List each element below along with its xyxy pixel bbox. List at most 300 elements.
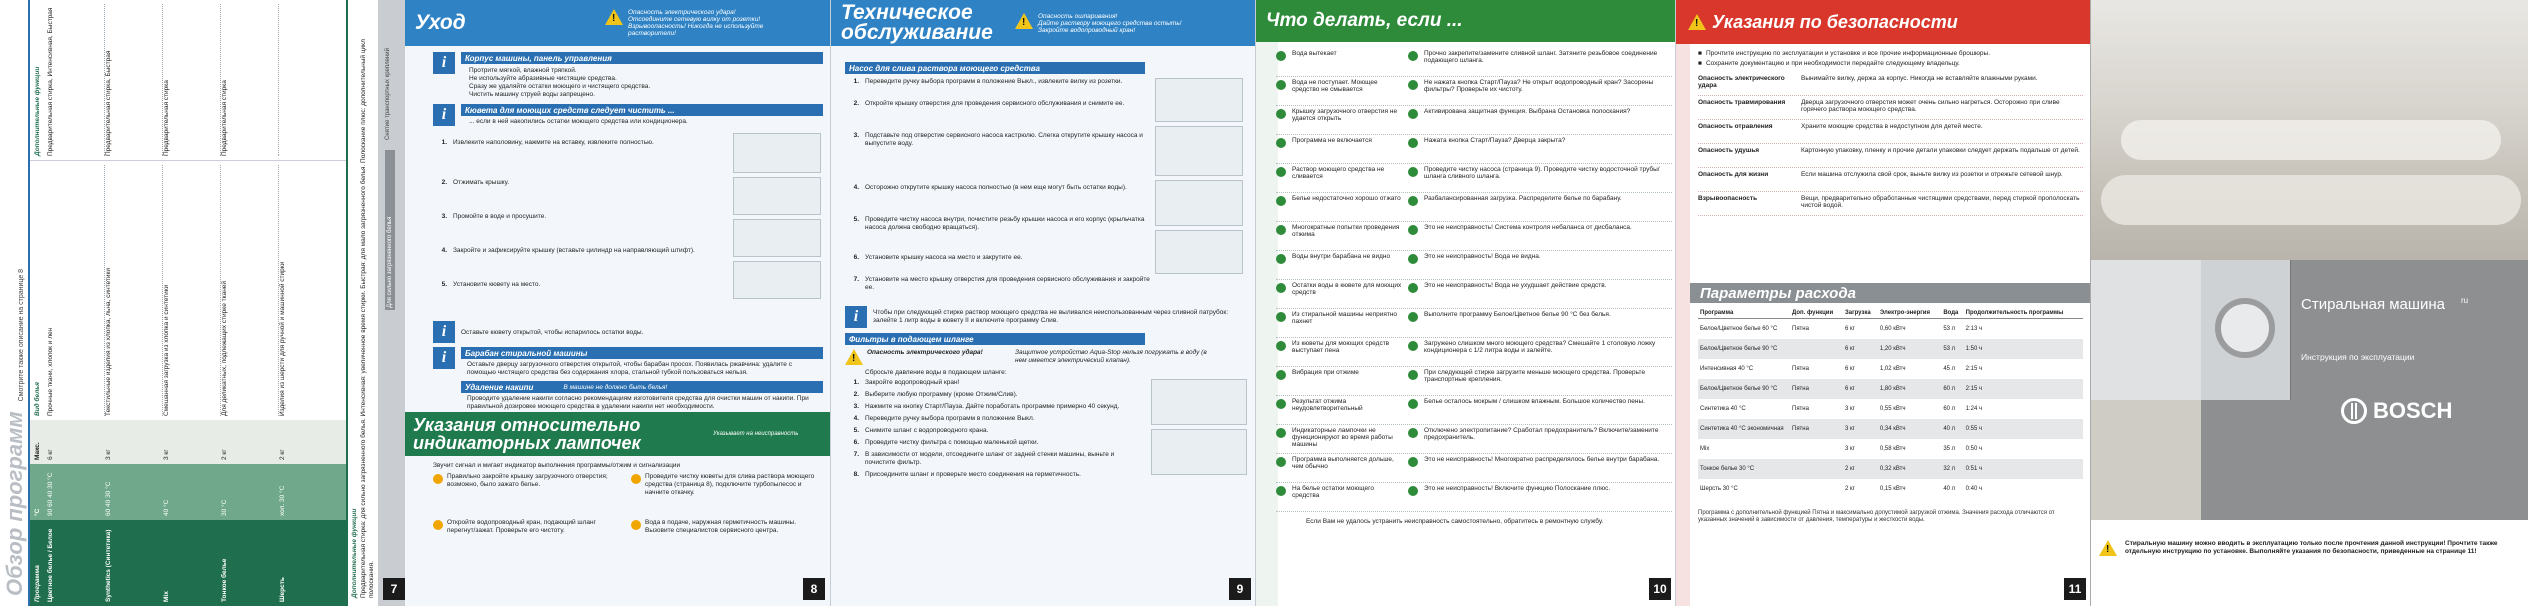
intro-text: Сохраните документацию и при необходимости передайте следующему владельцу. [1705, 60, 1960, 67]
list-item [1698, 144, 2083, 168]
bullet-icon [1276, 80, 1286, 90]
page-10 [1255, 0, 1675, 606]
program-temp: 60 40 30 °C [105, 481, 112, 516]
bullet-icon [1408, 283, 1418, 293]
bullet-icon [1408, 167, 1418, 177]
list-item: 5. Проведите чистку насоса внутри, почистите резьбу крышки насоса и его корпус (крыльчатка насоса должна свободно вращаться). [845, 216, 1155, 250]
table-row [1276, 106, 1672, 135]
list-item: 4. Переведите ручку выбора программ в положение Выкл. [853, 415, 1035, 422]
problem-text: Остатки воды в кювете для моющих средств [1292, 282, 1402, 296]
risk-text: Вынимайте вилку, держа за корпус. Никогда не вставляйте влажными руками. [1801, 75, 2038, 82]
table-cell: 0:40 ч [1965, 485, 1983, 492]
problem-text: Воды внутри барабана не видно [1292, 253, 1391, 260]
page-title: Уход [415, 11, 466, 34]
table-cell: 53 л [1943, 325, 1956, 332]
section-header: Насос для слива раствора моющего средства [845, 62, 1145, 74]
step-text: В зависимости от модели, отсоедините шланг от задней стенки машины, выньте и почистите фильтр. [865, 451, 1115, 466]
table-row [1276, 367, 1672, 396]
table-row [1698, 399, 2083, 419]
step-text: Проведите чистку насоса внутри, почистите резьбу крышки насоса и его корпус (крыльчатка насоса должна свободно вращаться). [865, 216, 1145, 231]
troubleshooting-table [1276, 48, 1672, 512]
solution-text: Это не неисправность! Вода не ухудшает действие средств. [1424, 282, 1607, 289]
warning-icon: ! [605, 9, 623, 25]
program-opts [279, 4, 337, 156]
bullet-icon: ■ [1698, 50, 1702, 57]
solution-text: Загружено слишком много моющего средства? Смешайте 1 столовую ложку кондиционера с 1/2 литра воды и залейте. [1424, 340, 1656, 354]
solution-text: Это не неисправность! Многократно распределялось белье внутри барабана. [1424, 456, 1660, 463]
risk-label: Опасность удушья [1698, 147, 1760, 154]
section-header: Удаление накипи [465, 382, 534, 392]
table-cell: Пятна [1792, 325, 1809, 332]
cover-page [2090, 0, 2528, 606]
column-header: Загрузка [1843, 308, 1878, 319]
list-item: 5. Снимите шланг с водопроводного крана. [853, 427, 989, 434]
maintenance-content [845, 62, 1250, 483]
table-cell: 2:15 ч [1965, 385, 1983, 392]
bullet-icon [1276, 283, 1286, 293]
page-7 [0, 0, 405, 606]
table-cell: 1,80 кВтч [1879, 385, 1906, 392]
table-cell: Белое/Цветное белье 60 °C [1700, 325, 1778, 332]
problem-text: Индикаторные лампочки не функционируют во время работы машины [1292, 427, 1393, 448]
page-number: 7 [383, 578, 405, 600]
product-subtitle: Инструкция по эксплуатации [2301, 352, 2415, 362]
column-header: Продолжительность программы [1964, 308, 2083, 319]
section-note: ... если в ней накопились остатки моющего средства или кондиционера. [469, 118, 688, 125]
cover-warning [2091, 520, 2528, 606]
lamp-icon [433, 520, 443, 530]
table-cell: 35 л [1943, 445, 1956, 452]
page-9 [830, 0, 1255, 606]
step-text: Выберите любую программу (кроме Отжим/Слив). [865, 391, 1018, 398]
section-title: Указания относительно индикаторных лампочек [413, 415, 641, 453]
drawer-illustration [733, 261, 821, 299]
step-text: Нажмите на кнопку Старт/Пауза. Дайте поработать программе примерно 40 секунд. [865, 403, 1120, 410]
column-header: Электро-энергия [1878, 308, 1941, 319]
towel-shape [2121, 120, 2501, 160]
section-subtitle: Указывает на неисправность [713, 431, 799, 437]
table-cell: 2:13 ч [1965, 325, 1983, 332]
problem-text: Вибрация при отжиме [1292, 369, 1359, 376]
bullet-icon [1408, 486, 1418, 496]
problem-text: Программа не включается [1292, 137, 1372, 144]
section-text: Оставьте дверцу загрузочного отверстия открытой, чтобы барабан просох. Появилась ржавчина: удалите с помощью чистящего средства без содержания хлора, стальной губкой пользоваться нельзя. [467, 361, 792, 376]
section-list [461, 64, 823, 102]
list-item [1698, 50, 2083, 58]
table-row [1276, 483, 1672, 512]
table-cell: 1:50 ч [1965, 345, 1983, 352]
list-item: 1. Переведите ручку выбора программ в положение Выкл., извлеките вилку из розетки. [853, 78, 1123, 85]
bullet-icon [1276, 312, 1286, 322]
col-header-desc: Вид белья [34, 382, 41, 416]
list-item [1698, 120, 2083, 144]
cover-warning-text: Стиральную машину можно вводить в эксплуатацию только после прочтения данной инструкции! Прочтите также отдельную инструкцию по установке. Выполняйте указания по безопасности, приведенные на странице 11! [2125, 540, 2498, 555]
table-row [1698, 359, 2083, 379]
solution-text: Нажата кнопка Старт/Пауза? Дверца закрыта? [1424, 137, 1566, 144]
machine-photo [2201, 260, 2291, 400]
load-column [30, 420, 346, 464]
step-text: Извлеките наполовину, нажмите на вставку, извлеките полностью. [453, 139, 654, 146]
page-title: Что делать, если ... [1266, 10, 1463, 31]
indicator-text: Вода в подаче, наружная герметичность машины. Вызовите специалистов сервисного центра. [645, 519, 797, 534]
overview-table [30, 0, 346, 606]
col-header-load: Макс. [34, 442, 41, 460]
bullet-icon [1408, 225, 1418, 235]
step-text: Установите на место крышку отверстия для проведения сервисного обслуживания и закройте ее. [865, 276, 1150, 291]
pump-illustration [1155, 180, 1243, 226]
info-icon: i [433, 321, 455, 343]
step-text: Переведите ручку выбора программ в положение Выкл., извлеките вилку из розетки. [865, 78, 1123, 85]
solution-text: Это не неисправность! Вода не видна. [1424, 253, 1541, 260]
table-header-row [1698, 308, 2083, 319]
cover-photo-bottom [2091, 400, 2201, 520]
step-text: Отжимать крышку. [453, 179, 510, 186]
solution-text: Не нажата кнопка Старт/Пауза? Не открыт водопроводный кран? Засорены фильтры? Проверьте их чистоту. [1424, 79, 1654, 93]
page-11 [1675, 0, 2090, 606]
program-load: 2 кг [279, 449, 286, 460]
hose-illustration [1151, 429, 1247, 475]
lamp-icon [433, 474, 443, 484]
bullet-icon [1276, 399, 1286, 409]
table-row [1276, 454, 1672, 483]
list-item: Сразу же удаляйте остатки моющего и чистящего средства. [469, 83, 651, 90]
table-cell: 3 кг [1844, 425, 1855, 432]
list-item: 2. Отжимать крышку. [441, 179, 510, 186]
lamp-icon [631, 520, 641, 530]
program-opts: Предварительная стирка [163, 4, 221, 156]
title-band [1256, 0, 1675, 42]
table-cell: Интенсивная 40 °C [1700, 365, 1754, 372]
list-item: 3. Подставьте под отверстие сервисного насоса кастрюлю. Слегка открутите крышку насоса и выпустите воду. [845, 132, 1155, 180]
table-row [1698, 319, 2083, 339]
program-temp: 90 60 40 30 °C [47, 472, 54, 516]
step-text: Установите крышку насоса на место и закрутите ее. [865, 254, 1023, 261]
table-row [1276, 280, 1672, 309]
problem-text: Программа выполняется дольше, чем обычно [1292, 456, 1394, 470]
solution-text: Прочно закрепите/замените сливной шланг. Затяните резьбовое соединение подающего шланга. [1424, 50, 1658, 64]
list-item: 6. Установите крышку насоса на место и закрутите ее. [853, 254, 1023, 261]
table-row [1276, 193, 1672, 222]
table-cell: 0,58 кВтч [1879, 445, 1906, 452]
step-text: Установите кювету на место. [453, 281, 541, 288]
page-number: 8 [803, 578, 825, 600]
risk-text: Храните моющие средства в недоступном для детей месте. [1801, 123, 1983, 130]
page-number: 10 [1649, 578, 1671, 600]
title-band [1676, 0, 2090, 44]
list-item: 8. Присоедините шланг и проверьте место соединения на герметичность. [853, 471, 1081, 478]
table-row [1276, 396, 1672, 425]
table-cell: 0:50 ч [1965, 445, 1983, 452]
indicator-text: Проведите чистку кюветы для слива раствора моющего средства (страница 8), подключите турбопылесос и начните откачку. [645, 473, 815, 496]
brand-name: BOSCH [2373, 398, 2453, 423]
side-tab-label: Снятие транспортных креплений [385, 48, 391, 140]
table-row [1276, 164, 1672, 193]
list-item: 3. Нажмите на кнопку Старт/Пауза. Дайте поработать программе примерно 40 секунд. [853, 403, 1120, 410]
table-cell: Синтетика 40 °C экономичная [1700, 425, 1784, 432]
table-cell: 32 л [1943, 465, 1956, 472]
table-cell: 0,15 кВтч [1879, 485, 1906, 492]
program-name: Шерсть [279, 577, 286, 602]
info-icon: i [845, 306, 867, 328]
program-temp: 30 °C [221, 499, 228, 516]
bullet-icon [1408, 51, 1418, 61]
table-cell: Пятна [1792, 385, 1809, 392]
bullet-icon [1408, 138, 1418, 148]
problem-text: Из кюветы для моющих средств выступает пена [1292, 340, 1390, 354]
page-title: Техническое обслуживание [841, 1, 993, 44]
table-cell: Тонкое белье 30 °C [1700, 465, 1755, 472]
table-row [1698, 379, 2083, 399]
table-cell: 53 л [1943, 345, 1956, 352]
table-row [1698, 479, 2083, 499]
footer-heading: Дополнительные функции [351, 508, 358, 598]
side-tab [378, 0, 405, 606]
table-cell: 1,02 кВтч [1879, 365, 1906, 372]
program-desc: Изделия из шерсти для ручной и машинной стирки [279, 261, 286, 416]
note-text: Оставьте кювету открытой, чтобы испарилось остатки воды. [461, 328, 644, 336]
table-row [1276, 222, 1672, 251]
solution-text: При следующей стирке загрузите меньше моющего средства. Проверьте транспортные крепления. [1424, 369, 1646, 383]
desc-column [30, 160, 346, 420]
lamp-icon [631, 474, 641, 484]
steps [845, 78, 1155, 302]
table-cell: 1:24 ч [1965, 405, 1983, 412]
side-tab-label: Для сильно загрязненного белья [385, 150, 395, 310]
table-cell: Пятна [1792, 365, 1809, 372]
program-opts: Предварительная стирка, Быстрая [105, 4, 163, 156]
machine-door-icon [2215, 298, 2275, 358]
bullet-icon [1408, 312, 1418, 322]
table-row [1276, 135, 1672, 164]
bosch-logo-icon [2341, 398, 2367, 424]
info-icon: i [433, 347, 455, 369]
table-cell: 60 л [1943, 405, 1956, 412]
bullet-icon [1408, 399, 1418, 409]
risk-label: Опасность отравления [1698, 123, 1773, 130]
page-8 [405, 0, 830, 606]
risk-text: Картонную упаковку, пленку и прочие детали упаковки следует держать подальше от детей. [1801, 147, 2080, 154]
list-item: 5. Установите кювету на место. [441, 281, 541, 288]
footer-text: Предварительная стирка: для сильно загрязненного белья. Интенсивная: увеличенное время стирки. Быстрая: для мало загрязненного белья. Полоскание плюс: дополнительный цикл полоскания. [360, 39, 375, 598]
page-title: Обзор программ [2, 411, 27, 596]
problem-text: Белье недостаточно хорошо отжато [1292, 195, 1401, 202]
drawer-illustration [733, 133, 821, 173]
col-header-program: Программа [34, 565, 41, 602]
step-text: Подставьте под отверстие сервисного насоса кастрюлю. Слегка открутите крышку насоса и выпустите воду. [865, 132, 1143, 147]
drawer-illustration [733, 177, 821, 215]
safety-content [1698, 50, 2083, 216]
bullet-icon [1408, 428, 1418, 438]
page-number: 11 [2064, 578, 2086, 600]
table-cell: Белое/Цветное белье 90 °C [1700, 385, 1778, 392]
bullet-icon [1276, 457, 1286, 467]
consumption-table [1698, 308, 2083, 499]
list-item: 2. Выберите любую программу (кроме Отжим/Слив). [853, 391, 1018, 398]
warning-label: Опасность электрического удара! [867, 349, 983, 356]
section-header: Фильтры в подающем шланге [845, 333, 1145, 345]
table-cell: 0,60 кВтч [1879, 325, 1906, 332]
table-cell: 0,34 кВтч [1879, 425, 1906, 432]
table-cell: 3 кг [1844, 405, 1855, 412]
table-cell: Mix [1700, 445, 1710, 452]
illustrations [1155, 78, 1243, 302]
overview-rotated [0, 0, 405, 606]
opts-column [30, 0, 346, 160]
table-cell: 40 л [1943, 485, 1956, 492]
warning-text: Дайте раствору моющего средства остыть! Закройте водопроводный кран! [1038, 19, 1182, 34]
column-header: Вода [1941, 308, 1963, 319]
list-item: Протрите мягкой, влажной тряпкой. [469, 67, 577, 74]
problem-text: Вода вытекает [1292, 50, 1337, 57]
bullet-icon [1408, 196, 1418, 206]
warning-icon: ! [1015, 13, 1033, 29]
step-text: Осторожно открутите крышку насоса полностью (в нем еще могут быть остатки воды). [865, 184, 1127, 191]
list-item [1698, 192, 2083, 216]
program-temp: 40 °C [163, 499, 170, 516]
info-icon: i [433, 52, 455, 74]
steps [433, 133, 733, 315]
section-text: Проводите удаление накипи согласно рекомендациям изготовителя средства для очистки машин от накипи. При правильной дозировке моющего средства в удалении накипи нет необходимости. [467, 395, 809, 410]
table-cell: 0:55 ч [1965, 425, 1983, 432]
program-name: Synthetics (Синтетика) [105, 529, 112, 602]
towel-shape [2101, 175, 2521, 225]
step-text: Переведите ручку выбора программ в положение Выкл. [865, 415, 1035, 422]
table-cell [1790, 339, 1843, 359]
laundry-photo [2091, 0, 2528, 260]
bullet-icon [1276, 109, 1286, 119]
program-temp: хол. 30 °C [279, 485, 286, 516]
program-desc: Текстильные изделия из хлопка, льна, синтетики [105, 165, 163, 416]
care-content [433, 52, 823, 413]
program-name: Mix [163, 591, 170, 602]
table-cell [1790, 439, 1843, 459]
warning-icon: ! [2099, 540, 2117, 556]
program-opts: Предварительная стирка, Интенсивная, Быстрая [47, 4, 105, 156]
program-desc: Для деликатных, подлежащих стирке тканей [221, 165, 279, 416]
column-header: Доп. функции [1790, 308, 1843, 319]
lead-text: Сбросьте давление воды в подающем шланге: [865, 369, 1007, 376]
solution-text: Разбалансированная загрузка. Распределите белье по барабану. [1424, 195, 1622, 202]
list-item [1698, 60, 2083, 68]
indicator-band [405, 412, 830, 456]
list-item [1698, 72, 2083, 96]
table-cell: 2 кг [1844, 465, 1855, 472]
solution-text: Отключено электропитание? Сработал предохранитель? Включите/замените предохранитель. [1424, 427, 1659, 441]
risk-text: Дверца загрузочного отверстия может очень сильно нагреться. Осторожно при сливе горячего раствора моющего средства. [1801, 99, 2060, 113]
bullet-icon [1276, 167, 1286, 177]
table-cell: 0,55 кВтч [1879, 405, 1906, 412]
bullet-icon [1408, 109, 1418, 119]
table-cell: 45 л [1943, 365, 1956, 372]
risk-label: Взрывоопасность [1698, 195, 1758, 202]
warning-label: Опасность ошпаривания! [1038, 12, 1118, 20]
list-item: 6. Проведите чистку фильтра с помощью маленькой щетки. [853, 439, 1039, 446]
list-item: 7. В зависимости от модели, отсоедините шланг от задней стенки машины, выньте и почистите фильтр. [845, 451, 1145, 467]
table-row [1276, 48, 1672, 77]
program-name: Цветное белье / Белое [47, 528, 54, 602]
table-row [1698, 439, 2083, 459]
warning-label: Опасность электрического удара! [628, 9, 736, 16]
temp-column [30, 464, 346, 520]
table-cell: Шерсть 30 °C [1700, 485, 1738, 492]
list-item: 1. Извлеките наполовину, нажмите на вставку, извлеките полностью. [441, 139, 654, 146]
table-cell: 6 кг [1844, 325, 1855, 332]
solution-text: Белье осталось мокрым / слишком влажным. Большое количество пены. [1424, 398, 1645, 405]
bullet-icon [1276, 225, 1286, 235]
indicator-text: Откройте водопроводный кран, подающий шланг перегнут/зажат. Проверьте его чистоту. [447, 519, 596, 534]
step-text: Закройте водопроводный кран! [865, 379, 960, 386]
table-row [1276, 251, 1672, 280]
problem-text: Результат отжима неудовлетворительный [1292, 398, 1363, 412]
bullet-icon [1408, 457, 1418, 467]
bullet-icon: ■ [1698, 60, 1702, 67]
problem-text: Из стиральной машины неприятно пахнет [1292, 311, 1398, 325]
table-cell: Пятна [1792, 425, 1809, 432]
title-band [405, 0, 830, 46]
problem-text: Многократные попытки проведения отжима [1292, 224, 1400, 238]
list-item: 3. Промойте в воде и просушите. [441, 213, 547, 220]
warning-icon: ! [1688, 14, 1706, 30]
warning-text: Отсоедините сетевую вилку от розетки! Взрывоопасность! Никогда не используйте растворители! [628, 16, 764, 37]
table-cell: 60 л [1943, 385, 1956, 392]
list-item: 4. Закройте и зафиксируйте крышку (вставьте цилиндр на направляющий штифт). [441, 247, 695, 254]
bullet-icon [1276, 370, 1286, 380]
table-cell: 3 кг [1844, 445, 1855, 452]
pump-illustration [1155, 230, 1243, 274]
table-row [1698, 459, 2083, 479]
table-cell: 40 л [1943, 425, 1956, 432]
pump-illustration [1155, 78, 1243, 122]
bullet-icon [1276, 428, 1286, 438]
risk-text: Если машина отслужила свой срок, выньте вилку из розетки и отрежьте сетевой шнур. [1801, 171, 2063, 178]
left-stripe [1256, 0, 1278, 606]
program-desc: Смешанная загрузка из хлопка и синтетики [163, 165, 221, 416]
program-load: 2 кг [221, 449, 228, 460]
page-number: 9 [1229, 578, 1251, 600]
page-title: Указания по безопасности [1712, 12, 1958, 32]
drawer-illustration [733, 219, 821, 257]
bosch-logo [2341, 398, 2452, 424]
list-item: 4. Осторожно открутите крышку насоса полностью (в нем еще могут быть остатки воды). [853, 184, 1127, 191]
indicator-text: Правильно закройте крышку загрузочного отверстия; возможно, было зажато белье. [447, 473, 608, 488]
table-cell: 0:51 ч [1965, 465, 1983, 472]
bullet-icon [1276, 486, 1286, 496]
table-cell: 1,20 кВтч [1879, 345, 1906, 352]
table-row [1698, 339, 2083, 359]
risk-label: Опасность травмирования [1698, 99, 1786, 106]
bullet-icon [1408, 341, 1418, 351]
bullet-icon [1276, 254, 1286, 264]
filter-steps [845, 379, 1145, 483]
section-header: Барабан стиральной машины [461, 347, 823, 359]
lead-text: Звучит сигнал и мигает индикатор выполнения программы/отжим и сигнализации [433, 462, 681, 469]
program-load: 3 кг [105, 449, 112, 460]
list-item: Чистить машину струей воды запрещено. [469, 91, 595, 98]
table-cell: 2 кг [1844, 485, 1855, 492]
section-header: Корпус машины, панель управления [461, 52, 823, 64]
section-header: Кювета для моющих средств следует чистить ... [461, 104, 823, 116]
list-item [1698, 168, 2083, 192]
consumption-band [1690, 283, 2090, 303]
bullet-icon [1408, 370, 1418, 380]
column-header: Программа [1698, 308, 1790, 319]
section-title: Параметры расхода [1700, 284, 1856, 302]
step-text: Присоедините шланг и проверьте место соединения на герметичность. [865, 471, 1081, 478]
program-desc: Прочные ткани, хлопок и лен [47, 165, 105, 416]
list-item: 7. Установите на место крышку отверстия для проведения сервисного обслуживания и закройте ее. [845, 276, 1155, 298]
warning-icon: ! [845, 349, 863, 365]
note-text: Защитное устройство Aqua-Stop нельзя погружать в воду (в нем имеется электрический клапан). [1015, 349, 1207, 364]
